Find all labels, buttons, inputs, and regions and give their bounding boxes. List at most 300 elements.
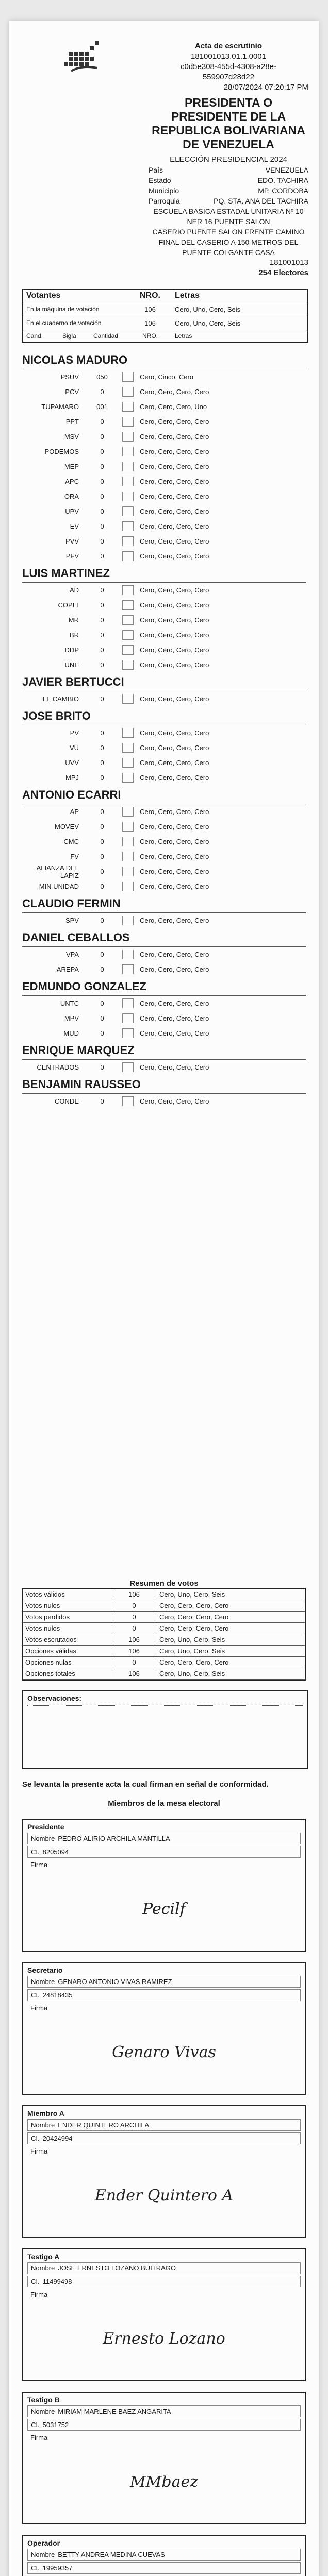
party-votes: 0 — [100, 646, 104, 654]
party-votes-letters: Cero, Cero, Cero, Cero — [140, 493, 209, 500]
resumen-cell-c: Cero, Cero, Cero, Cero — [155, 1658, 305, 1666]
party-votes-letters: Cero, Cero, Cero, Cero — [140, 883, 209, 890]
party-name: PSUV — [60, 373, 79, 381]
member-ci-field — [27, 1846, 301, 1858]
party-row — [22, 459, 306, 474]
party-row — [22, 691, 306, 706]
member-block — [22, 2392, 306, 2524]
party-name: CMC — [63, 838, 79, 845]
member-signature: Pecilf — [142, 1900, 186, 1918]
party-name: UPV — [65, 507, 79, 515]
votantes-letras: Cero, Uno, Cero, Seis — [175, 305, 241, 313]
pais-label: País — [149, 166, 163, 174]
candidate-name: JOSE BRITO — [22, 709, 91, 722]
party-votes: 0 — [100, 744, 104, 752]
party-votes: 0 — [100, 999, 104, 1007]
tally-box — [122, 387, 134, 397]
member-role: Presidente — [27, 1823, 64, 1831]
party-row — [22, 489, 306, 504]
member-name-field — [27, 2405, 301, 2417]
member-ci: 20424994 — [42, 2134, 73, 2142]
resumen-cell-c: Cero, Uno, Cero, Seis — [155, 1590, 305, 1598]
tally-box — [122, 822, 134, 832]
member-signature: Ernesto Lozano — [103, 2329, 225, 2348]
letras-header: Letras — [175, 291, 200, 300]
candidate-block — [22, 788, 306, 894]
member-firma-label: Firma — [30, 2147, 48, 2155]
party-row — [22, 642, 306, 657]
resumen-cell-b: 106 — [113, 1670, 155, 1677]
party-votes: 0 — [100, 917, 104, 924]
party-name: ALIANZA DEL LAPIZ — [36, 863, 79, 879]
party-votes-letters: Cero, Cero, Cero, Cero — [140, 999, 209, 1007]
resumen-cell-b: 0 — [113, 1658, 155, 1666]
party-name: BR — [69, 631, 79, 639]
members-section — [22, 1819, 306, 2576]
party-votes: 0 — [100, 433, 104, 440]
party-name: CONDE — [55, 1097, 79, 1105]
party-votes-letters: Cero, Cero, Cero, Cero — [140, 552, 209, 560]
member-name: ENDER QUINTERO ARCHILA — [58, 2121, 150, 2129]
member-ci-label: CI. — [31, 1848, 40, 1856]
party-row — [22, 369, 306, 384]
party-name: CENTRADOS — [37, 1063, 79, 1071]
estado-row — [149, 175, 308, 185]
member-name-label: Nombre — [31, 2121, 55, 2129]
party-name: PFV — [65, 552, 79, 560]
parroquia-row — [149, 196, 308, 206]
party-name: AP — [70, 808, 79, 816]
candidate-block — [22, 1044, 306, 1075]
member-firma-label: Firma — [30, 2004, 48, 2012]
party-name: PVV — [65, 537, 79, 545]
votantes-header: Votantes — [26, 291, 61, 300]
party-votes-letters: Cero, Cero, Cero, Cero — [140, 1029, 209, 1037]
party-name: VU — [69, 744, 79, 752]
resumen-cell-b: 0 — [113, 1613, 155, 1621]
tally-box — [122, 615, 134, 625]
votantes-label: En la máquina de votación — [26, 306, 100, 313]
resumen-table — [22, 1588, 306, 1681]
election-sub: ELECCIÓN PRESIDENCIAL 2024 — [170, 155, 287, 164]
member-role: Testigo B — [27, 2396, 60, 2404]
party-votes-letters: Cero, Cero, Cero, Cero — [140, 853, 209, 860]
tally-box — [122, 402, 134, 412]
party-row — [22, 834, 306, 849]
party-votes-letters: Cero, Cero, Cero, Cero — [140, 823, 209, 831]
party-votes-letters: Cero, Cero, Cero, Cero — [140, 388, 209, 396]
tally-box — [122, 743, 134, 753]
member-firma-label: Firma — [30, 1861, 48, 1869]
observaciones-box — [22, 1690, 308, 1769]
party-name: DDP — [64, 646, 79, 654]
party-row — [22, 384, 306, 399]
parroquia-label: Parroquia — [149, 197, 180, 205]
party-row — [22, 399, 306, 414]
member-ci: 5031752 — [42, 2421, 69, 2429]
member-name-label: Nombre — [31, 2408, 55, 2415]
party-votes: 0 — [100, 586, 104, 594]
member-firma-label: Firma — [30, 2434, 48, 2442]
votantes-nro: 106 — [144, 319, 156, 327]
resumen-cell-b: 106 — [113, 1590, 155, 1598]
tally-box — [122, 432, 134, 442]
tally-box — [122, 837, 134, 846]
party-votes: 0 — [100, 1014, 104, 1022]
member-name: BETTY ANDREA MEDINA CUEVAS — [58, 2551, 165, 2558]
acta-header — [149, 41, 308, 278]
party-name: FV — [70, 853, 79, 860]
party-votes-letters: Cero, Cero, Cero, Cero — [140, 507, 209, 515]
party-name: MR — [68, 616, 79, 624]
party-votes: 0 — [100, 951, 104, 958]
member-block — [22, 2248, 306, 2381]
resumen-cell-b: 0 — [113, 1602, 155, 1609]
party-votes: 0 — [100, 1097, 104, 1105]
candidate-name: ENRIQUE MARQUEZ — [22, 1044, 135, 1057]
member-ci-label: CI. — [31, 2421, 40, 2429]
tally-box — [122, 521, 134, 531]
resumen-row — [23, 1646, 305, 1657]
party-row — [22, 474, 306, 489]
member-role: Secretario — [27, 1966, 63, 1974]
member-name: JOSE ERNESTO LOZANO BUITRAGO — [58, 2264, 176, 2272]
party-name: PODEMOS — [44, 448, 79, 455]
party-name: MPJ — [65, 774, 79, 782]
nro-header: NRO. — [140, 291, 160, 300]
tally-box — [122, 882, 134, 891]
member-role: Operador — [27, 2539, 60, 2547]
acta-datetime: 28/07/2024 07:20:17 PM — [223, 83, 308, 92]
party-row — [22, 1011, 306, 1026]
member-ci-label: CI. — [31, 1991, 40, 1999]
votantes-nro: 106 — [144, 305, 156, 313]
party-votes-letters: Cero, Cero, Cero, Cero — [140, 586, 209, 594]
party-votes: 0 — [100, 537, 104, 545]
party-name: COPEI — [58, 601, 79, 609]
tally-box — [122, 852, 134, 861]
tally-box — [122, 462, 134, 471]
votantes-row-cuaderno — [23, 316, 307, 330]
tally-box — [122, 916, 134, 925]
letras-col: Letras — [175, 332, 192, 340]
resumen-cell-b: 0 — [113, 1624, 155, 1632]
tally-box — [122, 536, 134, 546]
acta-title: Acta de escrutinio — [194, 42, 263, 50]
party-row — [22, 534, 306, 549]
resumen-cell-a: Votos perdidos — [25, 1613, 70, 1621]
party-votes-letters: Cero, Cero, Cero, Cero — [140, 808, 209, 816]
party-votes-letters: Cero, Cero, Cero, Cero — [140, 478, 209, 485]
candidate-name: JAVIER BERTUCCI — [22, 675, 124, 688]
party-votes: 0 — [100, 507, 104, 515]
tally-box — [122, 417, 134, 427]
party-votes-letters: Cero, Cero, Cero, Cero — [140, 759, 209, 767]
party-row — [22, 598, 306, 613]
party-votes-letters: Cero, Cero, Cero, Cero — [140, 838, 209, 845]
tally-box — [122, 1062, 134, 1072]
member-name: GENARO ANTONIO VIVAS RAMIREZ — [58, 1978, 172, 1986]
party-votes-letters: Cero, Cero, Cero, Cero — [140, 522, 209, 530]
sigla-col: Sigla — [62, 332, 76, 340]
party-votes: 0 — [100, 1063, 104, 1071]
party-name: ORA — [64, 493, 79, 500]
party-votes-letters: Cero, Cero, Cero, Cero — [140, 448, 209, 455]
resumen-cell-a: Votos válidos — [25, 1590, 65, 1598]
member-ci: 24818435 — [42, 1991, 73, 1999]
party-name: VPA — [65, 951, 79, 958]
party-votes: 0 — [100, 601, 104, 609]
party-votes-letters: Cero, Cero, Cero, Uno — [140, 403, 207, 411]
member-ci-field — [27, 2276, 301, 2287]
party-row — [22, 549, 306, 564]
resumen-cell-c: Cero, Cero, Cero, Cero — [155, 1613, 305, 1621]
resumen-cell-a: Votos nulos — [25, 1602, 60, 1609]
party-votes: 0 — [100, 478, 104, 485]
party-votes-letters: Cero, Cero, Cero, Cero — [140, 616, 209, 624]
party-name: MSV — [64, 433, 79, 440]
member-firma-label: Firma — [30, 2291, 48, 2298]
party-votes-letters: Cero, Cero, Cero, Cero — [140, 631, 209, 639]
candidate-name: LUIS MARTINEZ — [22, 567, 110, 580]
party-votes: 0 — [100, 774, 104, 782]
tally-box — [122, 660, 134, 670]
party-row — [22, 819, 306, 834]
resumen-cell-c: Cero, Uno, Cero, Seis — [155, 1636, 305, 1643]
party-votes: 0 — [100, 1029, 104, 1037]
member-signature: Genaro Vivas — [112, 2043, 216, 2061]
tally-box — [122, 600, 134, 610]
member-block — [22, 2535, 306, 2576]
party-votes-letters: Cero, Cero, Cero, Cero — [140, 744, 209, 752]
candidates-section — [22, 350, 306, 1109]
party-name: EV — [70, 522, 79, 530]
party-name: PV — [70, 729, 79, 737]
member-name-field — [27, 2262, 301, 2274]
resumen-row — [23, 1634, 305, 1646]
candidate-block — [22, 897, 306, 928]
member-ci-field — [27, 2562, 301, 2574]
candidate-block — [22, 931, 306, 977]
party-votes: 0 — [100, 418, 104, 426]
votantes-letras: Cero, Uno, Cero, Seis — [175, 319, 241, 327]
parroquia-value: PQ. STA. ANA DEL TACHIRA — [214, 197, 308, 205]
party-row — [22, 583, 306, 598]
resumen-cell-b: 106 — [113, 1647, 155, 1655]
party-name: MPV — [64, 1014, 79, 1022]
observaciones-label: Observaciones: — [27, 1694, 82, 1702]
candidate-block — [22, 675, 306, 706]
party-name: AD — [69, 586, 79, 594]
member-name-label: Nombre — [31, 1978, 55, 1986]
tally-box — [122, 728, 134, 738]
tally-box — [122, 950, 134, 959]
resumen-cell-c: Cero, Cero, Cero, Cero — [155, 1602, 305, 1609]
centro-address: CASERIO PUENTE SALON FRENTE CAMINO FINAL DEL CASERIO A 150 METROS DEL PUENTE COLGANTE CASA — [152, 228, 305, 257]
party-name: PPT — [65, 418, 79, 426]
party-votes: 0 — [100, 463, 104, 470]
tally-box — [122, 630, 134, 640]
pais-row — [149, 165, 308, 175]
centro-name: ESCUELA BASICA ESTADAL UNITARIA Nº 10 NER 16 PUENTE SALON — [153, 207, 304, 226]
party-votes: 050 — [96, 373, 108, 381]
member-block — [22, 1819, 306, 1952]
party-votes-letters: Cero, Cero, Cero, Cero — [140, 418, 209, 426]
tally-box — [122, 1096, 134, 1106]
candidate-block — [22, 353, 306, 564]
tally-box — [122, 551, 134, 561]
party-name: UVV — [65, 759, 79, 767]
party-votes: 0 — [100, 661, 104, 669]
resumen-section — [22, 1579, 306, 1681]
member-ci: 19959357 — [42, 2564, 73, 2572]
party-row — [22, 1026, 306, 1041]
party-name: PCV — [65, 388, 79, 396]
uuid-line-1: c0d5e308-455d-4308-a28e- — [181, 62, 276, 71]
candidate-name: NICOLAS MADURO — [22, 353, 128, 366]
cand-col: Cand. — [26, 332, 43, 340]
electores-count: 254 Electores — [258, 268, 308, 277]
party-votes: 0 — [100, 853, 104, 860]
member-name-label: Nombre — [31, 2551, 55, 2558]
nro-col: NRO. — [142, 332, 158, 340]
party-name: EL CAMBIO — [42, 695, 79, 703]
member-role: Miembro A — [27, 2109, 64, 2117]
resumen-row — [23, 1668, 305, 1680]
votantes-table — [22, 289, 308, 343]
party-votes: 0 — [100, 808, 104, 816]
party-row — [22, 913, 306, 928]
member-ci: 11499498 — [42, 2278, 72, 2285]
tally-box — [122, 694, 134, 704]
member-block — [22, 2105, 306, 2238]
member-signature: MMbaez — [129, 2472, 199, 2491]
member-name-label: Nombre — [31, 2264, 55, 2272]
estado-value: EDO. TACHIRA — [257, 176, 308, 184]
votantes-label: En el cuaderno de votación — [26, 319, 102, 327]
party-row — [22, 947, 306, 962]
party-name: APC — [65, 478, 79, 485]
resumen-cell-a: Votos nulos — [25, 1624, 60, 1632]
resumen-row — [23, 1657, 305, 1668]
party-votes-letters: Cero, Cero, Cero, Cero — [140, 1063, 209, 1071]
party-row — [22, 962, 306, 977]
tally-box — [122, 585, 134, 595]
member-signature: Ender Quintero A — [94, 2186, 234, 2205]
member-name-field — [27, 2549, 301, 2561]
party-votes: 0 — [100, 616, 104, 624]
party-votes-letters: Cero, Cero, Cero, Cero — [140, 537, 209, 545]
resumen-cell-a: Votos escrutados — [25, 1636, 77, 1643]
candidate-block — [22, 1078, 306, 1109]
party-row — [22, 429, 306, 444]
resumen-row — [23, 1623, 305, 1634]
party-name: SPV — [65, 917, 79, 924]
party-row — [22, 755, 306, 770]
party-row — [22, 864, 306, 879]
uuid-line-2: 559907d28d22 — [202, 73, 255, 81]
party-votes-letters: Cero, Cero, Cero, Cero — [140, 951, 209, 958]
party-name: UNE — [64, 661, 79, 669]
party-votes-letters: Cero, Cero, Cero, Cero — [140, 774, 209, 782]
resumen-row — [23, 1612, 305, 1623]
votantes-row-maquina — [23, 302, 307, 316]
member-block — [22, 1962, 306, 2095]
party-row — [22, 1094, 306, 1109]
party-row — [22, 504, 306, 519]
tally-box — [122, 506, 134, 516]
party-row — [22, 613, 306, 628]
acta-paper — [9, 21, 319, 2576]
acta-code: 181001013.01.1.0001 — [191, 52, 266, 61]
party-row — [22, 804, 306, 819]
party-votes: 0 — [100, 823, 104, 831]
resumen-cell-c: Cero, Uno, Cero, Seis — [155, 1647, 305, 1655]
candidate-block — [22, 709, 306, 785]
closing-section — [22, 1780, 306, 1808]
party-row — [22, 770, 306, 785]
party-votes: 0 — [100, 838, 104, 845]
candidate-block — [22, 567, 306, 672]
party-row — [22, 740, 306, 755]
party-votes: 0 — [100, 759, 104, 767]
party-name: MIN UNIDAD — [39, 883, 79, 890]
party-name: TUPAMARO — [41, 403, 79, 411]
member-name: MIRIAM MARLENE BAEZ ANGARITA — [58, 2408, 171, 2415]
party-row — [22, 725, 306, 740]
member-ci-label: CI. — [31, 2564, 40, 2572]
party-votes: 0 — [100, 868, 104, 875]
party-row — [22, 519, 306, 534]
resumen-cell-a: Opciones válidas — [25, 1647, 76, 1655]
municipio-label: Municipio — [149, 187, 179, 195]
member-ci-label: CI. — [31, 2278, 40, 2285]
party-row — [22, 879, 306, 894]
party-votes-letters: Cero, Cero, Cero, Cero — [140, 1097, 209, 1105]
party-votes: 001 — [96, 403, 108, 411]
tally-box — [122, 447, 134, 456]
member-name: PEDRO ALIRIO ARCHILA MANTILLA — [58, 1835, 170, 1842]
tally-box — [122, 645, 134, 655]
candidate-name: DANIEL CEBALLOS — [22, 931, 130, 944]
observaciones-body — [23, 1706, 307, 1712]
member-ci-label: CI. — [31, 2134, 40, 2142]
party-votes: 0 — [100, 631, 104, 639]
resumen-cell-a: Opciones nulas — [25, 1658, 72, 1666]
member-ci: 8205094 — [42, 1848, 69, 1856]
party-name: MOVEV — [55, 823, 79, 831]
resumen-cell-c: Cero, Cero, Cero, Cero — [155, 1624, 305, 1632]
party-name: MUD — [63, 1029, 79, 1037]
member-name-field — [27, 2119, 301, 2131]
member-ci-field — [27, 2132, 301, 2144]
party-votes: 0 — [100, 695, 104, 703]
party-row — [22, 849, 306, 864]
party-votes-letters: Cero, Cero, Cero, Cero — [140, 433, 209, 440]
candidate-name: EDMUNDO GONZALEZ — [22, 980, 146, 993]
candidates-subheader — [23, 330, 307, 342]
closing-statement: Se levanta la presente acta la cual firman en señal de conformidad. — [22, 1780, 269, 1789]
estado-label: Estado — [149, 176, 171, 184]
member-ci-field — [27, 1989, 301, 2001]
election-title: PRESIDENTA O PRESIDENTE DE LA REPUBLICA BOLIVARIANA DE VENEZUELA — [152, 96, 305, 151]
tally-box — [122, 964, 134, 974]
tally-box — [122, 773, 134, 783]
member-name-label: Nombre — [31, 1835, 55, 1842]
party-row — [22, 444, 306, 459]
party-row — [22, 657, 306, 672]
tally-box — [122, 807, 134, 817]
